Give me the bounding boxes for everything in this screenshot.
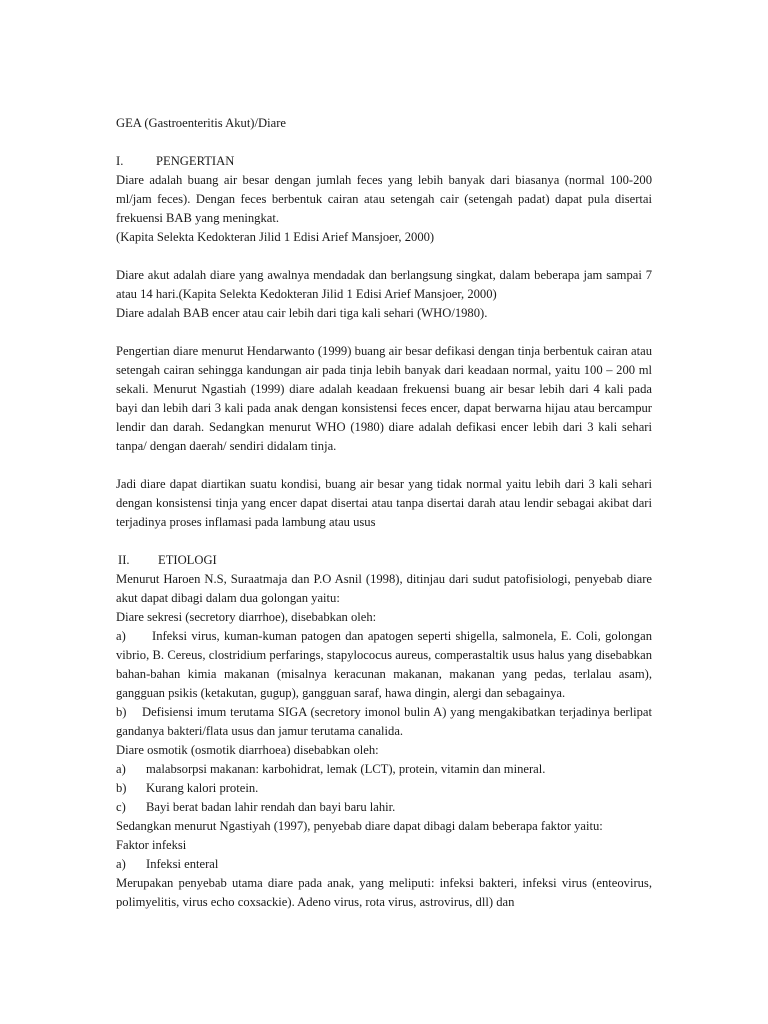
paragraph: Jadi diare dapat diartikan suatu kondisi, buang air besar yang tidak normal yaitu lebih dari 3 kali sehari dengan konsistensi tinja yang encer dapat disertai atau tanpa disertai darah atau lendir sebagai akibat dari terjadinya proses inflamasi pada lambung atau usus [116,477,652,529]
section-heading-etiologi [116,551,652,570]
paragraph: Merupakan penyebab utama diare pada anak, yang meliputi: infeksi bakteri, infeksi virus (enteovirus, polimyelitis, virus echo coxsackie). Adeno virus, rota virus, astrovirus, dll) dan [116,876,652,909]
spacer [116,133,652,152]
spacer [116,247,652,266]
list-marker: b) [116,781,127,795]
subheading: Faktor infeksi [116,838,187,852]
paragraph: Pengertian diare menurut Hendarwanto (1999) buang air besar defikasi dengan tinja berbentuk cairan atau setengah cairan sehingga kandungan air pada tinja lebih banyak dari keadaan normal, yaitu 100 – 200 ml sekali. Menurut Ngastiah (1999) diare adalah keadaan frekuensi buang air besar lebih dari 4 kali pada bayi dan lebih dari 3 kali pada anak dengan konsistensi feces encer, dapat berwarna hijau atau bercampur lendir dan darah. Sedangkan menurut WHO (1980) diare adalah defikasi encer lebih dari 3 kali sehari tanpa/ dengan daerah/ sendiri didalam tinja. [116,344,652,453]
paragraph: Menurut Haroen N.S, Suraatmaja dan P.O Asnil (1998), ditinjau dari sudut patofisiologi, penyebab diare akut dapat dibagi dalam dua golongan yaitu: [116,572,652,605]
list-text: Kurang kalori protein. [146,781,259,795]
subheading: Diare sekresi (secretory diarrhoe), disebabkan oleh: [116,610,377,624]
spacer [116,323,652,342]
list-text: Infeksi virus, kuman-kuman patogen dan apatogen seperti shigella, salmonela, E. Coli, golongan vibrio, B. Cereus, clostridium perfarings, stapylococus aureus, comperastaltik usus halus yang disebabkan bahan-bahan kimia makanan (misalnya keracunan makanan, makanan yang pedas, terlalau asam), gangguan psikis (ketakutan, gugup), gangguan saraf, hawa dingin, alergi dan sebagainya. [116,629,652,700]
section-number: II. [118,553,130,567]
section-title: PENGERTIAN [156,154,235,168]
list-text: malabsorpsi makanan: karbohidrat, lemak (LCT), protein, vitamin dan mineral. [146,762,546,776]
section-title: ETIOLOGI [158,553,217,567]
subheading: Diare osmotik (osmotik diarrhoea) disebabkan oleh: [116,743,379,757]
list-text: Infeksi enteral [146,857,219,871]
list-marker: c) [116,800,126,814]
list-marker: a) [116,629,126,643]
paragraph: Diare adalah BAB encer atau cair lebih dari tiga kali sehari (WHO/1980). [116,306,488,320]
list-marker: a) [116,857,126,871]
section-number: I. [116,154,124,168]
list-item [116,627,652,703]
spacer [116,456,652,475]
paragraph: Sedangkan menurut Ngastiyah (1997), penyebab diare dapat dibagi dalam beberapa faktor yaitu: [116,819,603,833]
list-item [116,760,652,779]
paragraph: Diare adalah buang air besar dengan jumlah feces yang lebih banyak dari biasanya (normal 100-200 ml/jam feces). Dengan feces berbentuk cairan atau setengah cair (setengah padat) dapat pula disertai frekuensi BAB yang meningkat. [116,173,652,225]
list-item [116,703,652,741]
document-title: GEA (Gastroenteritis Akut)/Diare [116,116,286,130]
list-text: Bayi berat badan lahir rendah dan bayi baru lahir. [146,800,396,814]
section-heading-pengertian [116,152,652,171]
paragraph: Diare akut adalah diare yang awalnya mendadak dan berlangsung singkat, dalam beberapa jam sampai 7 atau 14 hari.(Kapita Selekta Kedokteran Jilid 1 Edisi Arief Mansjoer, 2000) [116,268,652,301]
reference: (Kapita Selekta Kedokteran Jilid 1 Edisi Arief Mansjoer, 2000) [116,230,435,244]
list-marker: b) [116,705,127,719]
document-body [116,114,652,912]
list-item [116,779,652,798]
list-item [116,855,652,874]
list-text: Defisiensi imum terutama SIGA (secretory imonol bulin A) yang mengakibatkan terjadinya berlipat gandanya bakteri/flata usus dan jamur terutama canalida. [116,705,652,738]
list-item [116,798,652,817]
list-marker: a) [116,762,126,776]
spacer [116,532,652,551]
